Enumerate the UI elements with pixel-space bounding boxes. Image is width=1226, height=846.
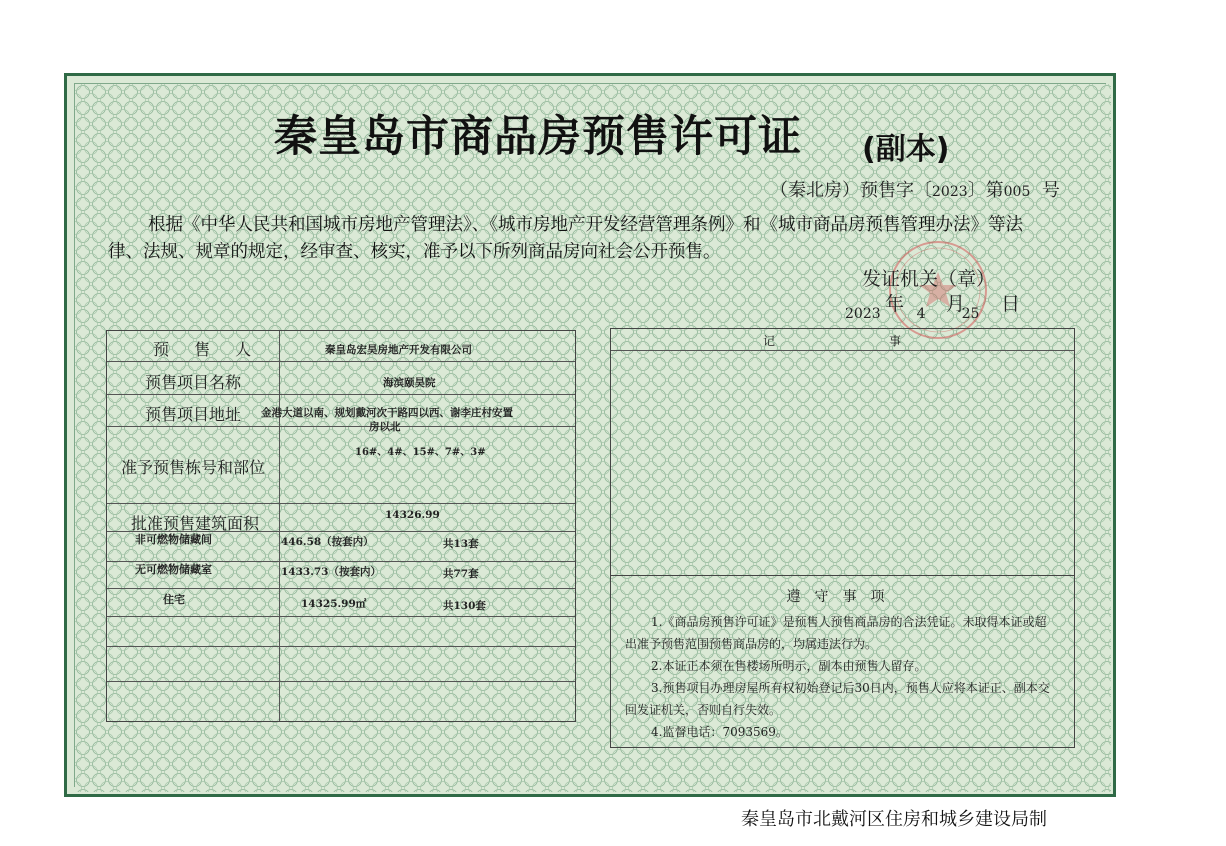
- storage-room-a-area: 446.58（按套内）: [281, 536, 374, 548]
- note-item-4: 4.监督电话：7093569。: [651, 725, 788, 739]
- certificate-number: [770, 176, 1060, 202]
- row-line: [107, 361, 575, 362]
- cert-year: 2023: [932, 184, 968, 200]
- project-name-label: 预售项目名称: [145, 373, 242, 392]
- presale-info-table: [106, 330, 576, 722]
- row-line: [107, 616, 575, 617]
- intro-line-2: 律、法规、规章的规定，经审查、核实，准予以下所列商品房向社会公开预售。: [108, 242, 721, 262]
- remarks-box: [610, 328, 1075, 576]
- row-line: [107, 503, 575, 504]
- seller-value: 秦皇岛宏昊房地产开发有限公司: [325, 344, 472, 356]
- project-name-value: 海滨颐昊院: [383, 377, 436, 389]
- residential-label: 住宅: [163, 593, 185, 606]
- project-address-line-2: 房以北: [369, 421, 401, 433]
- certificate-title-suffix: (副本): [862, 132, 950, 167]
- residential-count: 共130套: [443, 600, 486, 612]
- issuing-authority: 发证机关（章）: [862, 268, 996, 290]
- buildings-value: 16#、4#、15#、7#、3#: [355, 447, 486, 458]
- compliance-notes: [610, 576, 1075, 748]
- area-value: 14326.99: [385, 509, 440, 521]
- issue-month: 4: [916, 306, 926, 322]
- storage-room-b-area: 1433.73（按套内）: [281, 566, 381, 578]
- row-line: [107, 588, 575, 589]
- storage-room-a-label: 非可燃物储藏间: [135, 533, 212, 546]
- storage-room-a-count: 共13套: [443, 538, 479, 550]
- month-label: 月: [946, 293, 966, 315]
- year-label: 年: [885, 293, 905, 315]
- notes-title: 遵守事项: [786, 589, 899, 605]
- remarks-title-left: 记: [763, 334, 776, 348]
- storage-room-b-label: 无可燃物储藏室: [135, 563, 212, 576]
- day-label: 日: [1001, 293, 1021, 315]
- area-label: 批准预售建筑面积: [131, 514, 260, 533]
- cert-prefix: （秦北房）预售字〔: [770, 180, 932, 201]
- cert-suffix: 号: [1041, 180, 1060, 201]
- remarks-title-right: 事: [889, 334, 902, 348]
- seller-label: 预 售 人: [153, 340, 262, 359]
- project-address-line-1: 金港大道以南、规划戴河次干路四以西、谢李庄村安置: [261, 407, 513, 419]
- issue-year: 2023: [845, 306, 881, 322]
- cert-middle: 〕第: [967, 180, 1004, 201]
- table-divider: [279, 331, 280, 721]
- residential-area: 14325.99㎡: [301, 598, 367, 610]
- row-line: [107, 394, 575, 395]
- cert-num: 005: [1003, 184, 1031, 200]
- row-line: [107, 681, 575, 682]
- row-line: [107, 426, 575, 427]
- issue-day: 25: [961, 306, 980, 322]
- storage-room-b-count: 共77套: [443, 568, 479, 580]
- row-line: [107, 646, 575, 647]
- note-item-2: 2.本证正本须在售楼场所明示，副本由预售人留存。: [651, 659, 927, 673]
- notes-list: [625, 611, 1056, 743]
- note-item-3: 3.预售项目办理房屋所有权初始登记后30日内，预售人应将本证正、副本交回发证机关，否则自行失效。: [625, 681, 1050, 717]
- issue-date: [845, 306, 979, 322]
- remarks-header-line: [611, 350, 1074, 351]
- buildings-label: 准予预售栋号和部位: [121, 458, 266, 477]
- project-address-label: 预售项目地址: [145, 405, 242, 424]
- issuing-bureau-footer: 秦皇岛市北戴河区住房和城乡建设局制: [741, 809, 1047, 830]
- certificate-title: 秦皇岛市商品房预售许可证: [274, 112, 802, 162]
- intro-line-1: 根据《中华人民共和国城市房地产管理法》、《城市房地产开发经营管理条例》和《城市商品房预售管理办法》等法: [148, 215, 1023, 235]
- note-item-1: 1.《商品房预售许可证》是预售人预售商品房的合法凭证。未取得本证或超出准予预售范围预售商品房的，均属违法行为。: [625, 615, 1047, 651]
